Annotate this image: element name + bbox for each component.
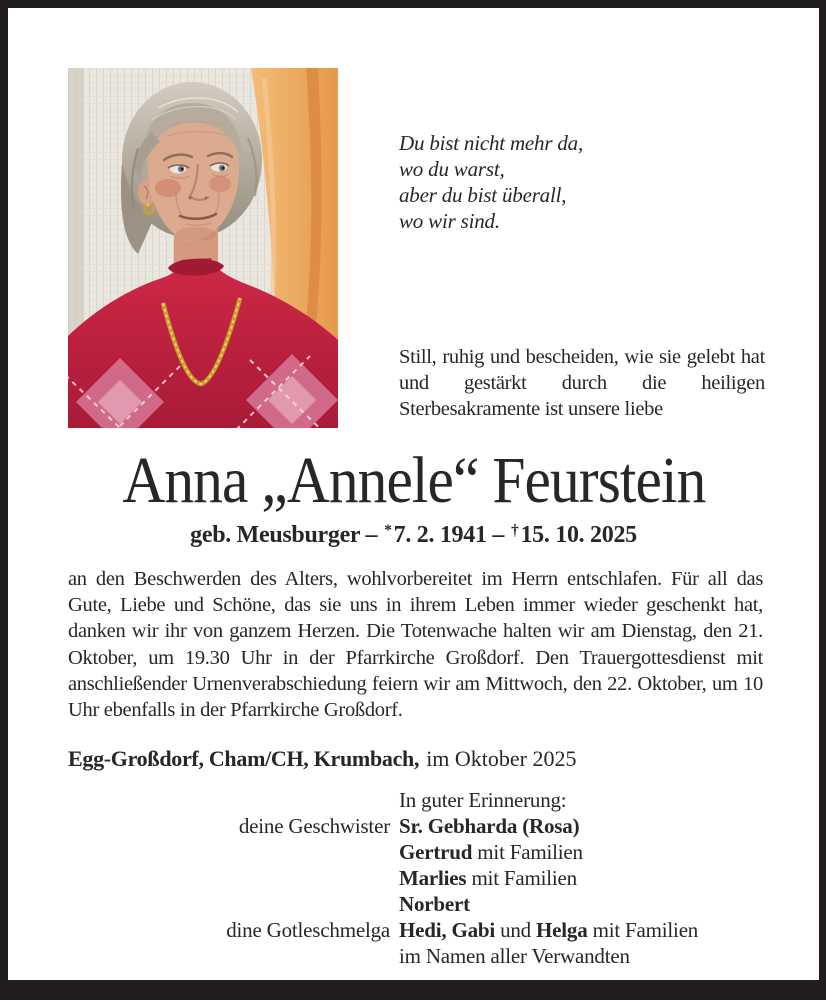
remembrance-names [399,917,768,943]
death-date: 15. 10. 2025 [520,522,637,548]
name-regular: mit Familien [466,866,577,890]
portrait-illustration [68,68,338,428]
dateline [68,746,763,772]
memorial-quote [399,130,759,234]
dateline-date: im Oktober 2025 [426,746,577,771]
remembrance-section [68,787,768,969]
name-bold: Marlies [399,866,467,890]
name-bold: Gertrud [399,840,473,864]
remembrance-row [68,865,768,891]
remembrance-label [68,943,399,969]
portrait-photo [68,68,338,428]
remembrance-label [68,891,399,917]
deceased-name-text: Anna „Annele“ Feurstein [121,444,705,517]
name-regular: mit Familien [587,918,699,942]
remembrance-row [68,813,768,839]
quote-line: aber du bist überall, [399,183,567,207]
intro-text: Still, ruhig und bescheiden, wie sie gelebt hat und gestärkt durch die heiligen Sterbesakramente ist unsere liebe [399,346,765,420]
obituary-card [8,8,819,980]
remembrance-names [399,839,768,865]
maiden-name: geb. Meusburger – [190,522,378,548]
remembrance-names [399,891,768,917]
name-bold: Helga [536,918,588,942]
birth-symbol: * [384,522,392,539]
remembrance-names [399,813,768,839]
quote-line: wo du warst, [399,157,505,181]
remembrance-names [399,865,768,891]
deceased-name [8,444,819,517]
death-symbol: † [511,522,519,539]
birth-date: 7. 2. 1941 – [393,522,505,548]
remembrance-row [68,839,768,865]
quote-line: wo wir sind. [399,209,500,233]
remembrance-label: dine Gotleschmelga [226,918,390,942]
remembrance-row [68,891,768,917]
name-regular: und [495,918,537,942]
birth-death-line [8,521,819,550]
remembrance-title: In guter Erinnerung: [399,788,567,812]
remembrance-row [68,943,768,969]
remembrance-row [68,917,768,943]
remembrance-label: deine Geschwister [238,814,390,838]
name-bold: Sr. Gebharda (Rosa) [399,814,580,838]
remembrance-label [68,865,399,891]
quote-line: Du bist nicht mehr da, [399,131,584,155]
name-regular: im Namen aller Verwandten [399,944,630,968]
name-bold: Norbert [399,892,470,916]
remembrance-label [68,839,399,865]
name-regular: mit Familien [472,840,583,864]
announcement-text: an den Beschwerden des Alters, wohlvorbereitet im Herrn entschlafen. Für all das Gute, Liebe und Schöne, das sie uns in ihrem Leben immer wieder geschenkt hat, danken wir ihr von ganzem Herzen. Die Totenwache halten wir am Dienstag, den 21. Oktober, um 19.30 Uhr in der Pfarrkirche Großdorf. Den Trauergottesdienst mit anschließender Urnenverabschiedung feiern wir am Mittwoch, den 22. Oktober, um 10 Uhr ebenfalls in der Pfarrkirche Großdorf. [68,568,763,722]
name-bold: Hedi, Gabi [399,918,496,942]
dateline-places: Egg-Großdorf, Cham/CH, Krumbach, [68,746,420,771]
remembrance-names [399,943,768,969]
